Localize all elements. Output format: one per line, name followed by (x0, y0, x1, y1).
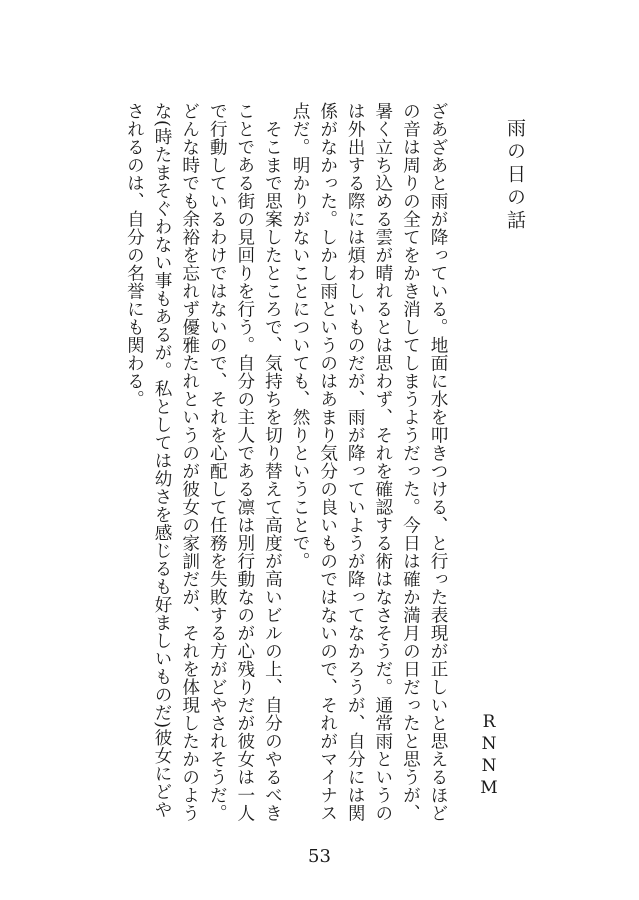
paragraph: ざあざあと雨が降っている。地面に水を叩きつける、と行った表現が正しいと思えるほどの音は周りの全てをかき消してしまうようだった。今日は確か満月の日だったと思うが、暑く立ち込める雲が晴れるとは思わず、それを確認する術はなさそうだ。通常雨というのは外出する際には煩わしいものだが、雨が降っていようが降ってなかろうが、自分には関係がなかった。しかし雨というのはあまり気分の良いものではないので、それがマイナス点だ。明かりがないことについても、然りということで。 (290, 102, 448, 822)
author-name: RNNM (479, 712, 499, 800)
story-body (111, 102, 451, 822)
page-number: 53 (308, 846, 331, 867)
paragraph: そこまで思案したところで、気持ちを切り替えて高度が高いビルの上、自分のやるべきことである街の見回りを行う。自分の主人である凛は別行動なのが心残りだが彼女は一人で行動しているわけではないので、それを心配して任務を失敗する方がどやされそうだ。どんな時でも余裕を忘れず優雅たれというのが彼女の家訓だが、それを体現したかのような(時たまそぐわない事もあるが。私としては幼さを感じるも好ましいものだ)彼女にどやされるのは、自分の名誉にも関わる。 (124, 102, 283, 822)
story-title: 雨の日の話 (504, 118, 526, 233)
